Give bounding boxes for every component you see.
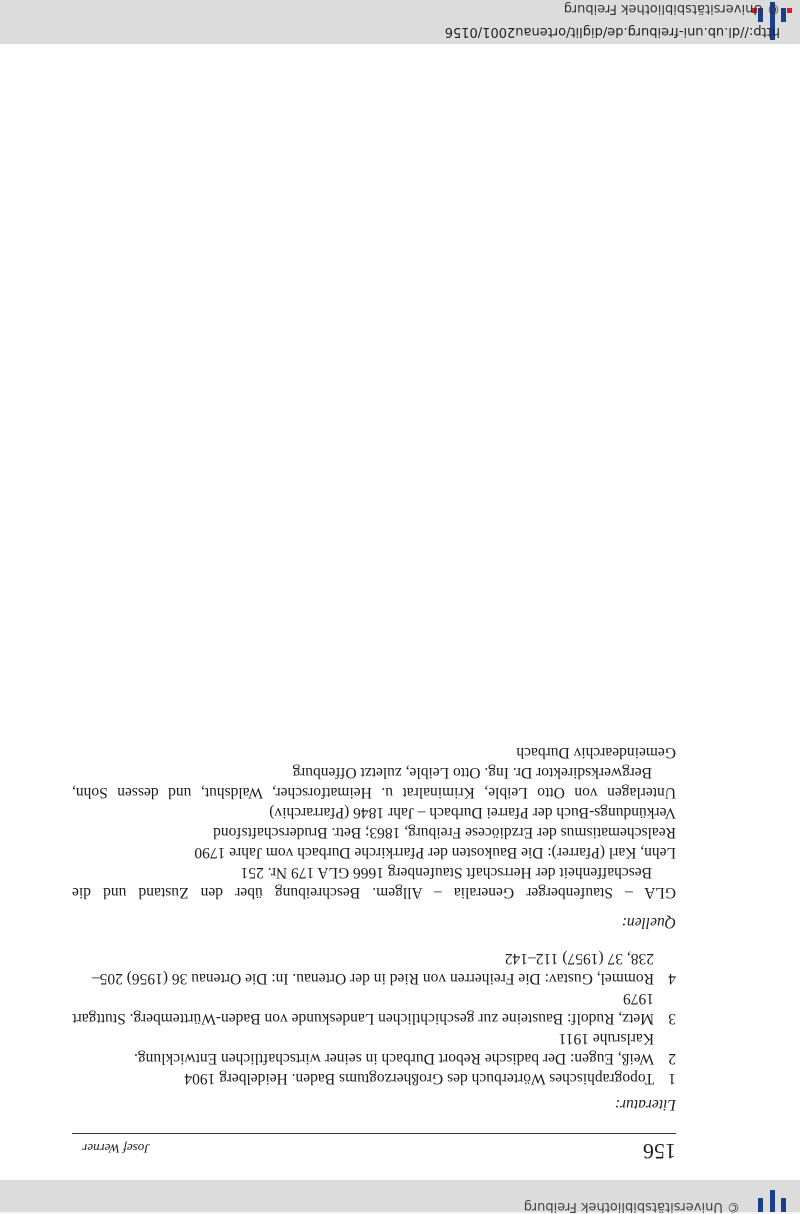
source-url[interactable]: http://dl.ub.uni-freiburg.de/diglit/ortenau2001/0156	[444, 24, 780, 39]
literatur-entry: 3 Metz, Rudolf: Bausteine zur geschichtlichen Landeskunde von Baden-Württemberg. Stuttgart 1979	[72, 990, 676, 1027]
quellen-section	[72, 742, 676, 932]
quellen-entry: GLA – Staufenberger Generalia – Allgem. Beschreibung über den Zustand und die Beschaffenheit der Herrschaft Staufenberg 1666 GLA 179 Nr. 251	[72, 864, 676, 901]
running-head: Josef Werner	[82, 1141, 150, 1156]
quellen-entry: Gemeindearchiv Durbach	[516, 744, 676, 761]
quellen-entry: Lehn, Karl (Pfarrer): Die Baukosten der Pfarrkirche Durbach vom Jahre 1790	[194, 844, 676, 861]
page-number: 156	[643, 1139, 676, 1164]
scanned-page	[0, 44, 800, 1180]
literatur-entry: 4 Rommel, Gustav: Die Freiherren von Ried in der Ortenau. In: Die Ortenau 36 (1956) 205–238, 37 (1957) 112–142	[91, 950, 676, 987]
quellen-heading: Quellen:	[621, 914, 676, 931]
literatur-heading: Literatur:	[614, 1096, 676, 1113]
quellen-entry: Realschematismus der Erzdiöcese Freiburg, 1863; Betr. Bruderschaftsfond	[213, 824, 676, 841]
viewer-header	[0, 0, 800, 44]
header-rule	[72, 1133, 676, 1134]
copyright-credit: © Universitätsbibliothek Freiburg	[563, 1, 780, 16]
literatur-entry: 2 Weiß, Eugen: Der badische Rebort Durbach in seiner wirtschaftlichen Entwicklung. Karlsruhe 1911	[134, 1030, 676, 1067]
university-logo-icon	[752, 1190, 792, 1212]
quellen-entry: Verkündungs-Buch der Pfarrei Durbach – Jahr 1846 (Pfarrarchiv)	[269, 804, 676, 821]
viewer-footer	[0, 1180, 800, 1212]
copyright-credit-bottom: © Universitätsbibliothek Freiburg	[523, 1199, 740, 1214]
literatur-entry: 1 Topographisches Wörterbuch des Großherzogtums Baden. Heidelberg 1904	[184, 1070, 676, 1087]
literatur-section	[72, 948, 676, 1114]
quellen-entry: Unterlagen von Otto Leible, Kriminalrat u. Heimatforscher, Waldshut, und dessen Sohn, Bergwerksdirektor Dr. Ing. Otto Leible, zuletzt Offenburg	[72, 764, 676, 801]
